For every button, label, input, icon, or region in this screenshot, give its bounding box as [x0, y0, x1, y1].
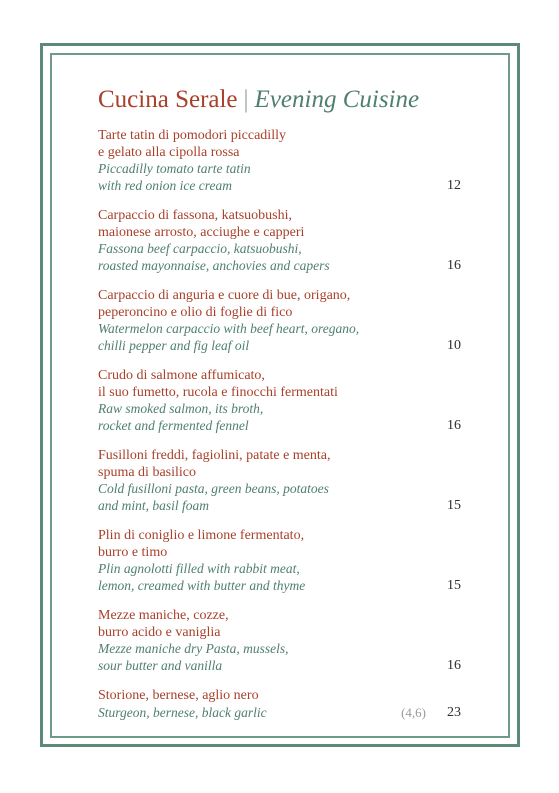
- dish-price: 16: [447, 657, 461, 673]
- english-line: Watermelon carpaccio with beef heart, oregano,: [98, 321, 360, 336]
- dish-name-italian: [98, 528, 468, 561]
- title-separator: |: [243, 86, 249, 113]
- english-line: Fassona beef carpaccio, katsuobushi,: [98, 241, 302, 256]
- dish-name-english: [98, 161, 468, 194]
- italian-line: il suo fumetto, rucola e finocchi fermentati: [98, 384, 338, 400]
- menu-item: [98, 208, 468, 274]
- english-line: roasted mayonnaise, anchovies and capers: [98, 257, 330, 273]
- english-line: Sturgeon, bernese, black garlic: [98, 704, 267, 720]
- dish-name-italian: [98, 368, 468, 401]
- english-line: Piccadilly tomato tarte tatin: [98, 161, 251, 176]
- dish-name-italian: [98, 608, 468, 641]
- italian-line: peperoncino e olio di foglie di fico: [98, 304, 293, 320]
- dish-price: 12: [447, 177, 461, 193]
- dish-name-english: [98, 321, 468, 354]
- italian-line: e gelato alla cipolla rossa: [98, 144, 240, 160]
- menu-item: [98, 528, 468, 594]
- english-line: with red onion ice cream: [98, 177, 232, 193]
- english-line: rocket and fermented fennel: [98, 417, 249, 433]
- dish-price: 23: [447, 704, 461, 720]
- italian-line: Mezze maniche, cozze,: [98, 608, 229, 623]
- dish-price: 15: [447, 577, 461, 593]
- dish-price: 10: [447, 337, 461, 353]
- italian-line: Carpaccio di fassona, katsuobushi,: [98, 208, 293, 223]
- dish-name-italian: [98, 448, 468, 481]
- dish-price: 16: [447, 257, 461, 273]
- english-line: Mezze maniche dry Pasta, mussels,: [98, 641, 289, 656]
- italian-line: Crudo di salmone affumicato,: [98, 368, 265, 383]
- italian-line: Plin di coniglio e limone fermentato,: [98, 528, 305, 543]
- dish-name-english: [98, 401, 468, 434]
- dish-name-english: [98, 641, 468, 674]
- english-line: Cold fusilloni pasta, green beans, potatoes: [98, 481, 329, 496]
- italian-line: Carpaccio di anguria e cuore di bue, origano,: [98, 288, 351, 303]
- italian-line: Storione, bernese, aglio nero: [98, 688, 259, 703]
- dish-name-italian: [98, 688, 468, 705]
- title-english: Evening Cuisine: [254, 86, 420, 113]
- dish-name-italian: [98, 128, 468, 161]
- allergen-codes: (4,6): [401, 704, 426, 720]
- menu-item: [98, 128, 468, 194]
- menu-title: [98, 84, 419, 116]
- dish-name-italian: [98, 208, 468, 241]
- title-italian: Cucina Serale: [98, 86, 238, 113]
- italian-line: burro acido e vaniglia: [98, 624, 221, 640]
- dish-name-english: [98, 481, 468, 514]
- italian-line: maionese arrosto, acciughe e capperi: [98, 224, 305, 240]
- italian-line: spuma di basilico: [98, 464, 196, 480]
- menu-item: [98, 688, 468, 721]
- english-line: Raw smoked salmon, its broth,: [98, 401, 264, 416]
- dish-name-english: [98, 561, 468, 594]
- italian-line: burro e timo: [98, 544, 168, 560]
- dish-price: 16: [447, 417, 461, 433]
- english-line: and mint, basil foam: [98, 497, 210, 513]
- italian-line: Fusilloni freddi, fagiolini, patate e menta,: [98, 448, 331, 463]
- menu-item: [98, 288, 468, 354]
- dish-name-italian: [98, 288, 468, 321]
- english-line: chilli pepper and fig leaf oil: [98, 337, 250, 353]
- menu-item: [98, 448, 468, 514]
- english-line: lemon, creamed with butter and thyme: [98, 577, 306, 593]
- dish-name-english: [98, 241, 468, 274]
- italian-line: Tarte tatin di pomodori piccadilly: [98, 128, 286, 143]
- dish-price: 15: [447, 497, 461, 513]
- english-line: Plin agnolotti filled with rabbit meat,: [98, 561, 300, 576]
- english-line: sour butter and vanilla: [98, 657, 223, 673]
- menu-item: [98, 608, 468, 674]
- menu-item: [98, 368, 468, 434]
